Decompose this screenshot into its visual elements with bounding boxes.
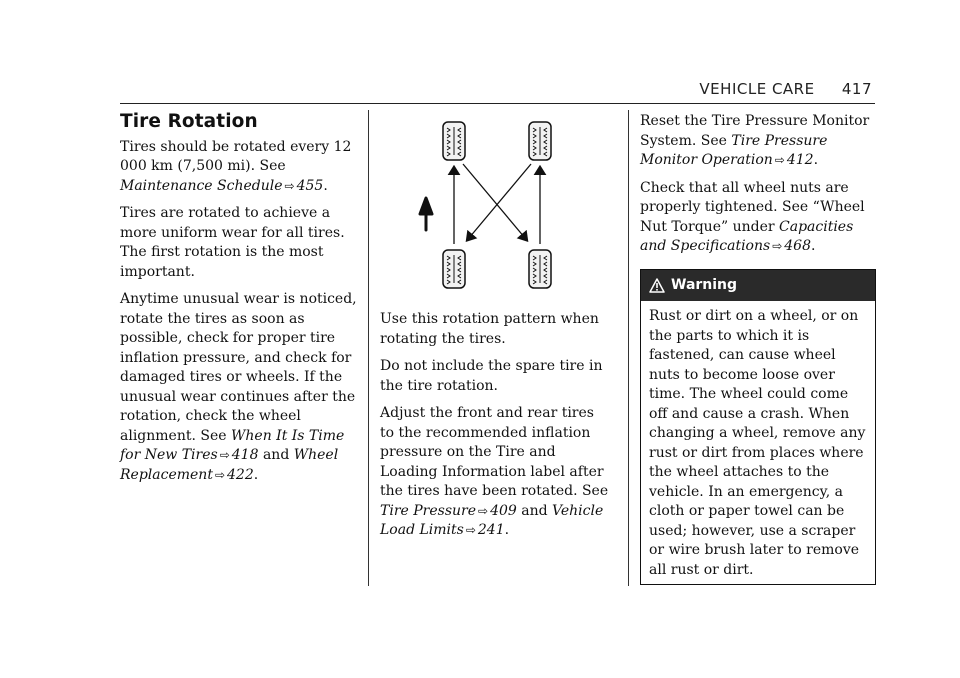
- cross-reference[interactable]: [380, 503, 517, 519]
- paragraph: [640, 179, 876, 257]
- reference-title: Wheel Replacement: [120, 447, 339, 483]
- paragraph: [640, 112, 876, 171]
- reference-page: 422: [227, 466, 254, 483]
- front-right-tire-icon: [529, 122, 551, 160]
- reference-page: 418: [231, 447, 259, 463]
- column-divider-2: [628, 110, 629, 586]
- page-number: 417: [841, 80, 872, 98]
- paragraph-text: Anytime unusual wear is noticed, rotate the tires as soon as possible, check for proper tire inflation pressure, and check for damaged tires or wheels. If the unusual wear continues after the rotation, check the wheel alignment. See: [120, 291, 357, 444]
- rear-left-tire-icon: [443, 250, 465, 288]
- paragraph-text: .: [813, 152, 819, 168]
- warning-title: Warning: [671, 276, 738, 293]
- paragraph-text: Tires should be rotated every 12 000 km (7,500 mi). See: [120, 138, 352, 174]
- paragraph: [120, 138, 360, 197]
- reference-title: Maintenance Schedule: [120, 177, 283, 194]
- reference-title: Tire Pressure: [380, 502, 477, 519]
- column-divider-1: [368, 110, 369, 586]
- rear-right-tire-icon: [529, 250, 551, 288]
- tire-rotation-diagram: [405, 118, 585, 293]
- warning-header: [641, 270, 875, 302]
- paragraph-text: .: [323, 177, 328, 194]
- column-2: [380, 310, 612, 549]
- paragraph: Use this rotation pattern when rotating the tires.: [380, 311, 599, 347]
- reference-title: Capacities and Specifications: [640, 218, 854, 254]
- reference-title: When It Is Time for New Tires: [120, 427, 345, 463]
- column-1: [120, 112, 360, 493]
- page-header: [699, 80, 872, 98]
- paragraph: Do not include the spare tire in the tire rotation.: [380, 358, 603, 394]
- paragraph-text: .: [811, 238, 816, 254]
- paragraph-text: .: [253, 466, 259, 483]
- page-reference-icon: ⇨: [214, 467, 226, 482]
- header-rule: [120, 103, 875, 104]
- paragraph: [120, 290, 360, 485]
- paragraph-text: Reset the Tire Pressure Monitor System. See: [640, 113, 870, 149]
- warning-text: Rust or dirt on a wheel, or on the parts to which it is fastened, can cause wheel nuts to become loose over time. The wheel could come off and cause a crash. When changing a wheel, remove any rust or dirt from places where the wheel attaches to the vehicle. In an emergency, a cloth or paper towel can be used; however, use a scraper or wire brush later to remove all rust or dirt.: [649, 308, 866, 578]
- warning-box: [640, 269, 876, 586]
- reference-page: 409: [490, 502, 517, 519]
- page-reference-icon: ⇨: [772, 239, 783, 253]
- paragraph-text: and: [516, 502, 553, 519]
- vehicle-direction-arrow-icon: [420, 198, 432, 230]
- paragraph: Tires are rotated to achieve a more uniform wear for all tires. The first rotation is the most important.: [120, 205, 345, 280]
- page-reference-icon: ⇨: [465, 523, 476, 537]
- page-reference-icon: ⇨: [219, 448, 230, 462]
- page-reference-icon: ⇨: [478, 503, 489, 518]
- paragraph-text: Check that all wheel nuts are properly tightened. See “Wheel Nut Torque” under: [640, 179, 865, 235]
- reference-page: 455: [296, 177, 324, 194]
- reference-title: Tire Pressure Monitor Operation: [640, 132, 828, 168]
- reference-page: 412: [786, 152, 814, 168]
- page-reference-icon: ⇨: [774, 153, 785, 167]
- front-left-to-rear-right-arrow: [463, 164, 525, 238]
- paragraph-text: .: [504, 522, 510, 538]
- section-heading: Tire Rotation: [120, 111, 258, 132]
- front-right-to-rear-left-arrow: [469, 164, 531, 238]
- paragraph-text: and: [258, 447, 294, 463]
- paragraph: [380, 404, 612, 541]
- front-left-tire-icon: [443, 122, 465, 160]
- reference-page: 241: [477, 522, 505, 538]
- column-3: [640, 112, 876, 585]
- page-reference-icon: ⇨: [284, 178, 295, 193]
- cross-reference[interactable]: [120, 178, 323, 194]
- section-title: VEHICLE CARE: [699, 80, 815, 98]
- reference-page: 468: [784, 238, 811, 254]
- warning-triangle-icon: [649, 278, 665, 293]
- paragraph-text: Adjust the front and rear tires to the recommended inflation pressure on the Tire and Loading Information label after the tires have been rotated. See: [380, 405, 609, 499]
- reference-title: Vehicle Load Limits: [380, 502, 604, 538]
